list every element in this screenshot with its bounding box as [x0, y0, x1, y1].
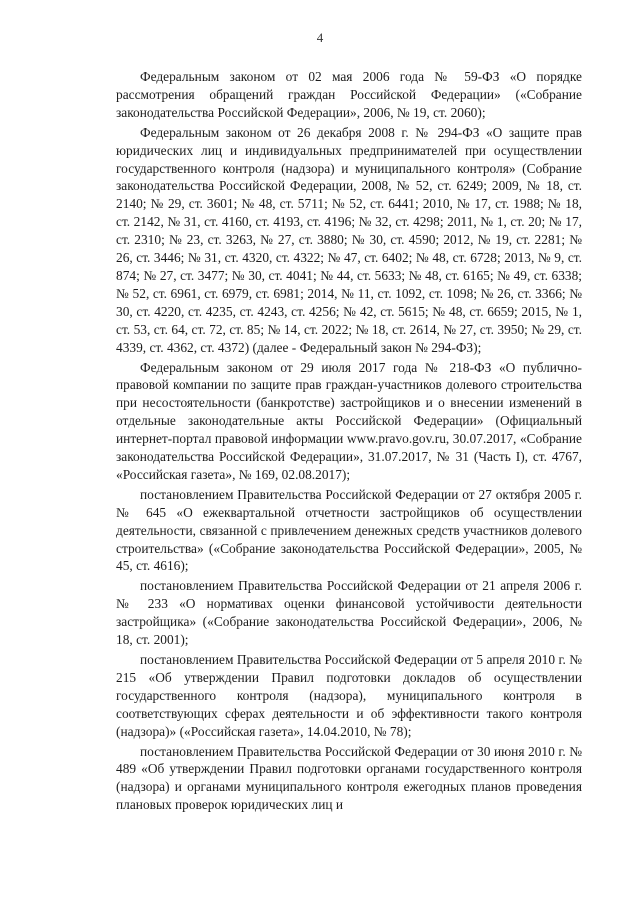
paragraph-federal-law-218fz: Федеральным законом от 29 июля 2017 года № 218-ФЗ «О публично-правовой компании по защите прав граждан-участников долевого строительства при несостоятельности (банкротстве) застройщиков и о внесении изменений в отдельные законодательные акты Российской Федерации» (Официальный интернет-портал правовой информации www.pravo.gov.ru, 30.07.2017, «Собрание законодательства Российской Федерации», 31.07.2017, № 31 (Часть I), ст. 4767, «Российская газета», № 169, 02.08.2017);: [116, 359, 582, 482]
paragraph-resolution-233: постановлением Правительства Российской Федерации от 21 апреля 2006 г. № 233 «О нормативах оценки финансовой устойчивости деятельности застройщика» («Собрание законодательства Российской Федерации», 2006, № 18, ст. 2001);: [116, 578, 582, 648]
paragraph-federal-law-294fz: Федеральным законом от 26 декабря 2008 г. № 294-ФЗ «О защите прав юридических лиц и индивидуальных предпринимателей при осуществлении государственного контроля (надзора) и муниципального контроля» (Собрание законодательства Российской Федерации, 2008, № 52, ст. 6249; 2009, № 18, ст. 2140; № 29, ст. 3601; № 48, ст. 5711; № 52, ст. 6441; 2010, № 17, ст. 1988; № 18, ст. 2142, № 31, ст. 4160, ст. 4193, ст. 4196; № 32, ст. 4298; 2011, № 1, ст. 20; № 17, ст. 2310; № 23, ст. 3263, № 27, ст. 3880; № 30, ст. 4590; 2012, № 19, ст. 2281; № 26, ст. 3446; № 31, ст. 4320, ст. 4322; № 47, ст. 6402; № 48, ст. 6728; 2013, № 9, ст. 874; № 27, ст. 3477; № 30, ст. 4041; № 44, ст. 5633; № 48, ст. 6165; № 49, ст. 6338; № 52, ст. 6961, ст. 6979, ст. 6981; 2014, № 11, ст. 1092, ст. 1098; № 26, ст. 3366; № 30, ст. 4220, ст. 4235, ст. 4243, ст. 4256; № 42, ст. 5615; № 48, ст. 6659; 2015, № 1, ст. 53, ст. 64, ст. 72, ст. 85; № 14, ст. 2022; № 18, ст. 2614, № 27, ст. 3950; № 29, ст. 4339, ст. 4362, ст. 4372) (далее - Федеральный закон № 294-ФЗ);: [116, 124, 582, 355]
paragraph-resolution-645: постановлением Правительства Российской Федерации от 27 октября 2005 г. № 645 «О ежеквартальной отчетности застройщиков об осуществлении деятельности, связанной с привлечением денежных средств участников долевого строительства» («Собрание законодательства Российской Федерации», 2005, № 45, ст. 4616);: [116, 486, 582, 574]
document-body: [116, 68, 582, 816]
page-number: 4: [316, 30, 324, 45]
paragraph-resolution-489: постановлением Правительства Российской Федерации от 30 июня 2010 г. № 489 «Об утверждении Правил подготовки органами государственного контроля (надзора) и органами муниципального контроля ежегодных планов проведения плановых проверок юридических лиц и: [116, 743, 582, 813]
paragraph-federal-law-59fz: Федеральным законом от 02 мая 2006 года № 59-ФЗ «О порядке рассмотрения обращений граждан Российской Федерации» («Собрание законодательства Российской Федерации», 2006, № 19, ст. 2060);: [116, 69, 582, 120]
paragraph-resolution-215: постановлением Правительства Российской Федерации от 5 апреля 2010 г. № 215 «Об утверждении Правил подготовки докладов об осуществлении государственного контроля (надзора), муниципального контроля в соответствующих сферах деятельности и об эффективности такого контроля (надзора)» («Российская газета», 14.04.2010, № 78);: [116, 652, 582, 739]
